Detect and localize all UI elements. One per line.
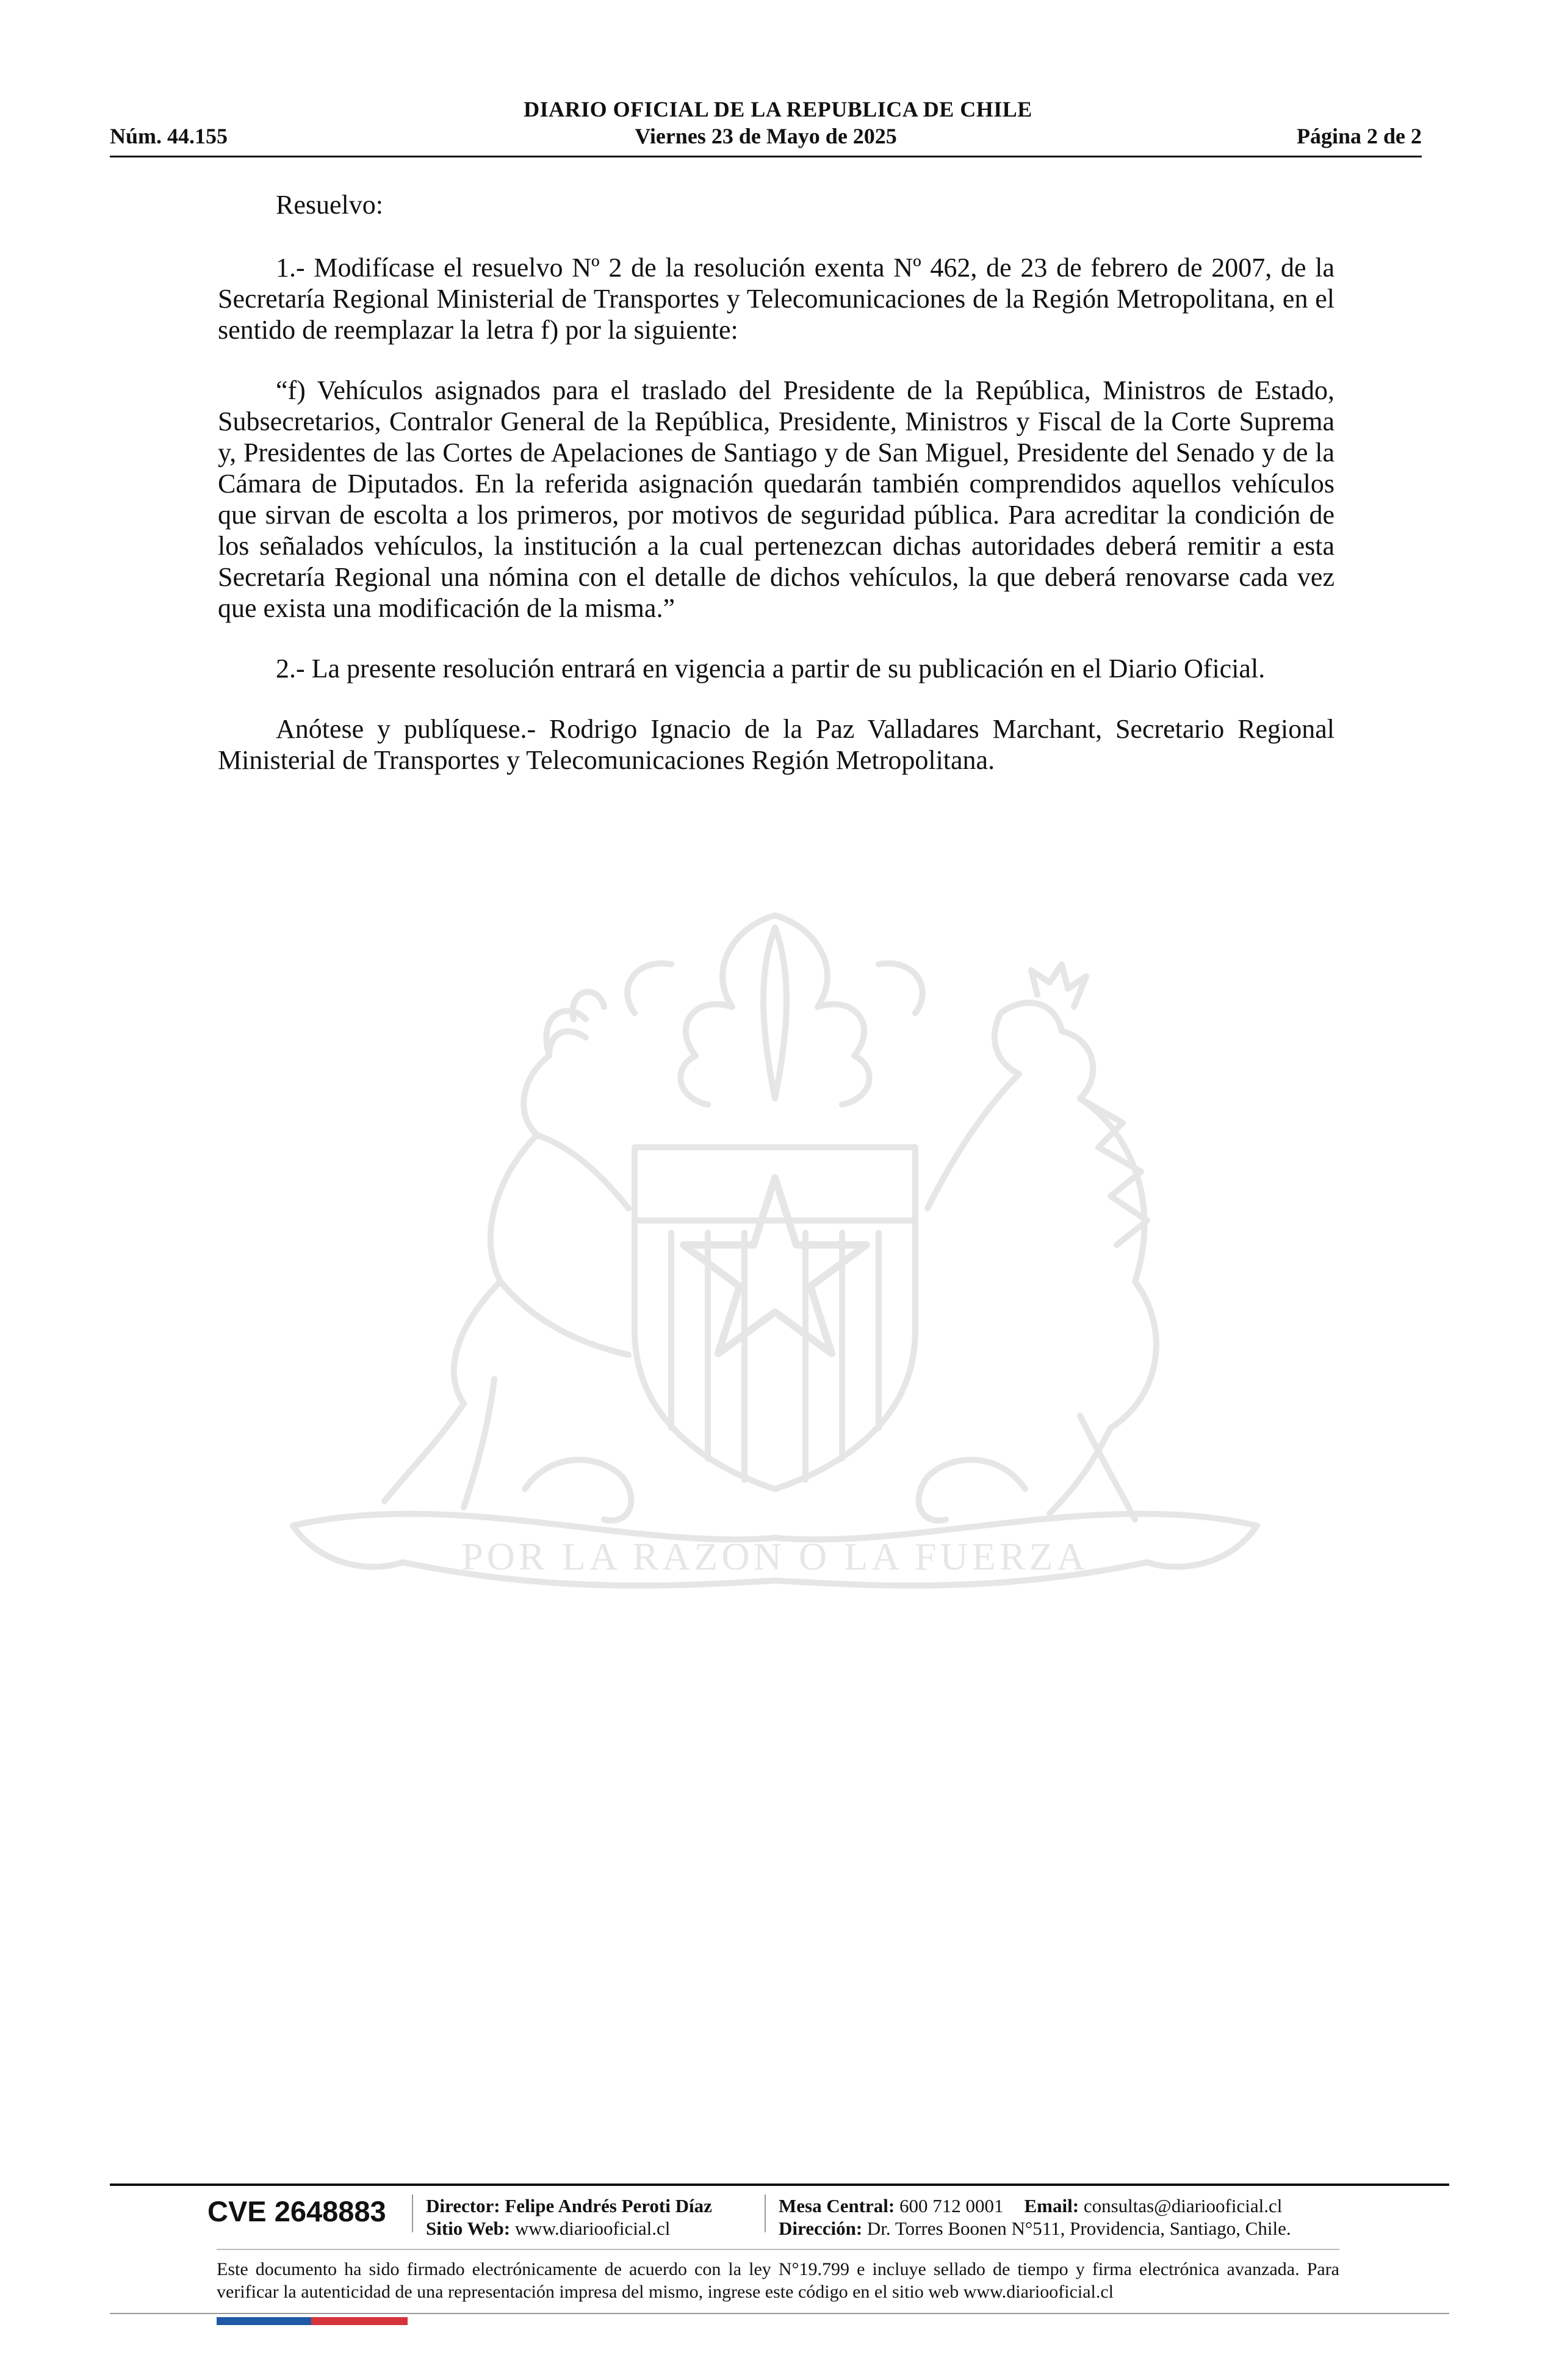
coat-of-arms-icon	[207, 891, 1342, 1635]
publication-title: DIARIO OFICIAL DE LA REPUBLICA DE CHILE	[524, 97, 1032, 121]
phone-label: Mesa Central:	[779, 2195, 895, 2216]
page-indicator: Página 2 de 2	[1296, 124, 1422, 148]
footer-separator	[412, 2194, 413, 2232]
address-label: Dirección:	[779, 2218, 863, 2239]
footer-director-column	[426, 2194, 712, 2240]
email-link[interactable]: consultas@diariooficial.cl	[1083, 2195, 1283, 2216]
email-label: Email:	[1024, 2195, 1079, 2216]
resolution-signature: Anótese y publíquese.- Rodrigo Ignacio de la Paz Valladares Marchant, Secretario Regional Ministerial de Transportes y Telecomunicaciones Región Metropolitana.	[218, 714, 1334, 775]
flag-stripe-red	[311, 2317, 408, 2325]
flag-stripe-blue	[217, 2317, 311, 2325]
resolution-paragraph-1: 1.- Modifícase el resuelvo Nº 2 de la resolución exenta Nº 462, de 23 de febrero de 2007, de la Secretaría Regional Ministerial de Transportes y Telecomunicaciones de la Región Metropolitana, en el sentido de reemplazar la letra f) por la siguiente:	[218, 253, 1334, 345]
resolution-paragraph-2: 2.- La presente resolución entrará en vigencia a partir de su publicación en el Diario Oficial.	[276, 654, 1266, 683]
footer-divider-middle	[217, 2249, 1339, 2250]
director-label: Director:	[426, 2195, 500, 2216]
phone-number: 600 712 0001	[899, 2195, 1004, 2216]
header-row	[110, 123, 1422, 151]
footer-divider-top	[110, 2183, 1449, 2186]
electronic-signature-note: Este documento ha sido firmado electrónicamente de acuerdo con la ley N°19.799 e incluye sellado de tiempo y firma electrónica avanzada. Para verificar la autenticidad de una representación impresa del mismo, ingrese este código en el sitio web www.diariooficial.cl	[217, 2259, 1339, 2302]
director-name: Felipe Andrés Peroti Díaz	[505, 2195, 712, 2216]
resolution-body	[218, 189, 1334, 805]
issue-number: Núm. 44.155	[110, 124, 228, 148]
publication-date: Viernes 23 de Mayo de 2025	[635, 124, 897, 148]
coat-of-arms-motto: POR LA RAZON O LA FUERZA	[461, 1535, 1089, 1578]
cve-code: CVE 2648883	[207, 2195, 386, 2227]
footer-separator	[765, 2194, 766, 2232]
footer-contact-column	[779, 2194, 1291, 2240]
resolution-quoted-text: “f) Vehículos asignados para el traslado del Presidente de la República, Ministros de Estado, Subsecretarios, Contralor General de la República, Presidente, Ministros y Fiscal de la Corte Suprema y, Presidentes de las Cortes de Apelaciones de Santiago y de San Miguel, Presidente del Senado y de la Cámara de Diputados. En la referida asignación quedarán también comprendidos aquellos vehículos que sirvan de escolta a los primeros, por motivos de seguridad pública. Para acreditar la condición de los señalados vehículos, la institución a la cual pertenezcan dichas autoridades deberá remitir a esta Secretaría Regional una nómina con el detalle de dichos vehículos, la que deberá renovarse cada vez que exista una modificación de la misma.”	[218, 375, 1334, 623]
address-text: Dr. Torres Boonen N°511, Providencia, Santiago, Chile.	[866, 2218, 1291, 2239]
resolvo-heading: Resuelvo:	[276, 190, 383, 220]
footer-divider-bottom	[110, 2313, 1449, 2314]
website-link[interactable]: www.diariooficial.cl	[514, 2218, 671, 2239]
website-label: Sitio Web:	[426, 2218, 511, 2239]
header-divider	[110, 156, 1422, 157]
